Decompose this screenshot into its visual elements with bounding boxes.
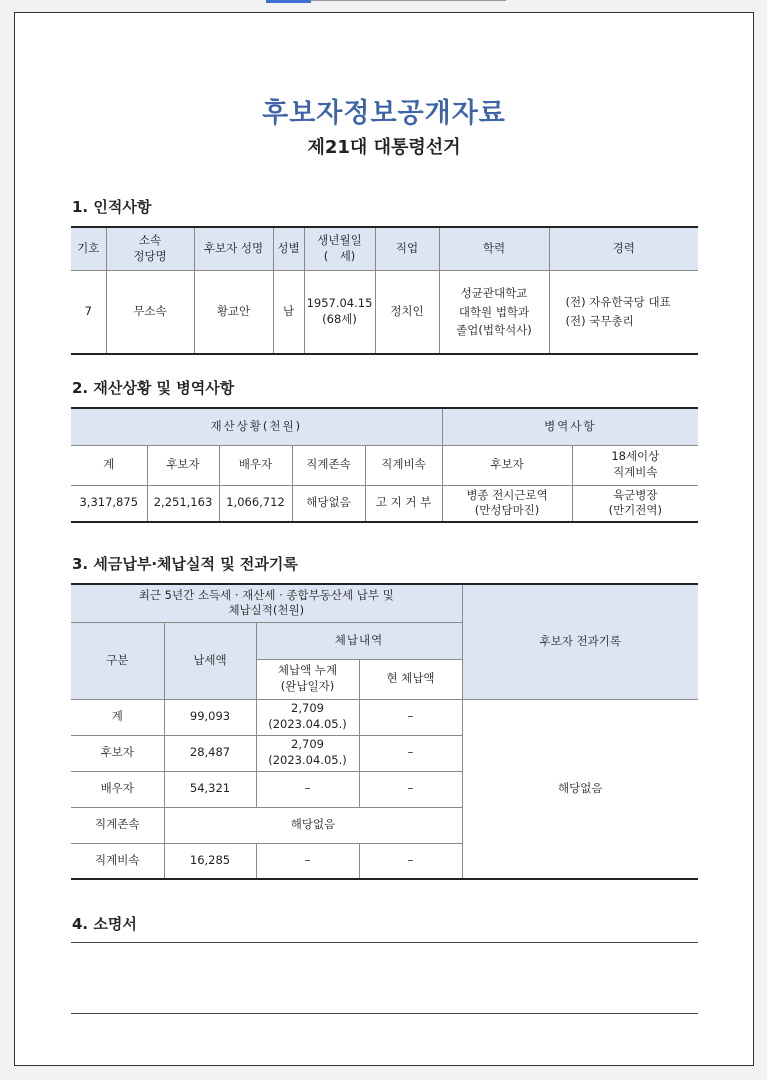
top-divider: [311, 0, 506, 1]
cell-education: 성균관대학교 대학원 법학과 졸업(법학석사): [439, 270, 549, 354]
val-ascendant: 해당없음: [292, 485, 365, 522]
val-mil-descendant: 육군병장 (만기전역): [572, 485, 698, 522]
row-label: 직계비속: [71, 843, 164, 879]
header-arrears-current: 현 체납액: [359, 659, 462, 699]
header-paid: 납세액: [164, 622, 256, 699]
cell-party: 무소속: [106, 270, 194, 354]
header-sex: 성별: [273, 227, 304, 270]
row-paid: 99,093: [164, 699, 256, 735]
sub-mil-descendant: 18세이상 직계비속: [572, 445, 698, 485]
document-page: [14, 12, 754, 1066]
top-accent-bar: [266, 0, 311, 3]
row-arrears-current: –: [359, 843, 462, 879]
statement-bottom-rule: [71, 1013, 698, 1014]
header-arrears-total: 체납액 누계 (완납일자): [256, 659, 359, 699]
cell-name: 황교안: [194, 270, 273, 354]
cell-number: 7: [71, 270, 106, 354]
row-arrears-total: 2,709 (2023.04.05.): [256, 735, 359, 771]
sub-spouse: 배우자: [219, 445, 292, 485]
val-descendant: 고 지 거 부: [365, 485, 442, 522]
row-merged-value: 해당없음: [164, 807, 462, 843]
header-education: 학력: [439, 227, 549, 270]
header-career: 경력: [549, 227, 698, 270]
header-job: 직업: [375, 227, 439, 270]
val-candidate: 2,251,163: [147, 485, 219, 522]
sub-candidate: 후보자: [147, 445, 219, 485]
section-2-heading: 2. 재산상황 및 병역사항: [72, 379, 235, 397]
header-party: 소속 정당명: [106, 227, 194, 270]
cell-job: 정치인: [375, 270, 439, 354]
row-arrears-current: –: [359, 699, 462, 735]
page-subtitle: 제21대 대통령선거: [307, 137, 461, 158]
row-arrears-total: 2,709 (2023.04.05.): [256, 699, 359, 735]
row-label: 직계존속: [71, 807, 164, 843]
row-paid: 16,285: [164, 843, 256, 879]
cell-career: (전) 자유한국당 대표 (전) 국무총리: [549, 270, 698, 354]
header-military: 병역사항: [442, 408, 698, 445]
header-criminal: 후보자 전과기록: [462, 584, 698, 699]
val-mil-candidate: 병종 전시근로역 (만성담마진): [442, 485, 572, 522]
statement-top-rule: [71, 942, 698, 943]
row-label: 계: [71, 699, 164, 735]
row-paid: 54,321: [164, 771, 256, 807]
header-birth: 생년월일 ( 세): [304, 227, 375, 270]
cell-sex: 남: [273, 270, 304, 354]
tax-record-table: [71, 583, 698, 880]
row-label: 배우자: [71, 771, 164, 807]
cell-birth: 1957.04.15 (68세): [304, 270, 375, 354]
page-title: 후보자정보공개자료: [262, 98, 506, 129]
personal-info-table: [71, 226, 698, 355]
sub-ascendant: 직계존속: [292, 445, 365, 485]
assets-military-table: [71, 407, 698, 523]
val-spouse: 1,066,712: [219, 485, 292, 522]
header-name: 후보자 성명: [194, 227, 273, 270]
row-label: 후보자: [71, 735, 164, 771]
sub-descendant: 직계비속: [365, 445, 442, 485]
sub-total: 계: [71, 445, 147, 485]
row-arrears-current: –: [359, 735, 462, 771]
row-arrears-total: –: [256, 843, 359, 879]
section-3-heading: 3. 세금납부·체납실적 및 전과기록: [72, 555, 298, 573]
header-category: 구분: [71, 622, 164, 699]
sub-mil-candidate: 후보자: [442, 445, 572, 485]
criminal-value: 해당없음: [462, 699, 698, 879]
section-1-heading: 1. 인적사항: [72, 198, 152, 216]
header-property: 재산상황(천원): [71, 408, 442, 445]
header-tax-main: 최근 5년간 소득세 · 재산세 · 종합부동산세 납부 및 체납실적(천원): [71, 584, 462, 622]
header-number: 기호: [71, 227, 106, 270]
row-arrears-current: –: [359, 771, 462, 807]
row-paid: 28,487: [164, 735, 256, 771]
row-arrears-total: –: [256, 771, 359, 807]
section-4-heading: 4. 소명서: [72, 915, 137, 933]
val-total: 3,317,875: [71, 485, 147, 522]
header-arrears: 체납내역: [256, 622, 462, 659]
